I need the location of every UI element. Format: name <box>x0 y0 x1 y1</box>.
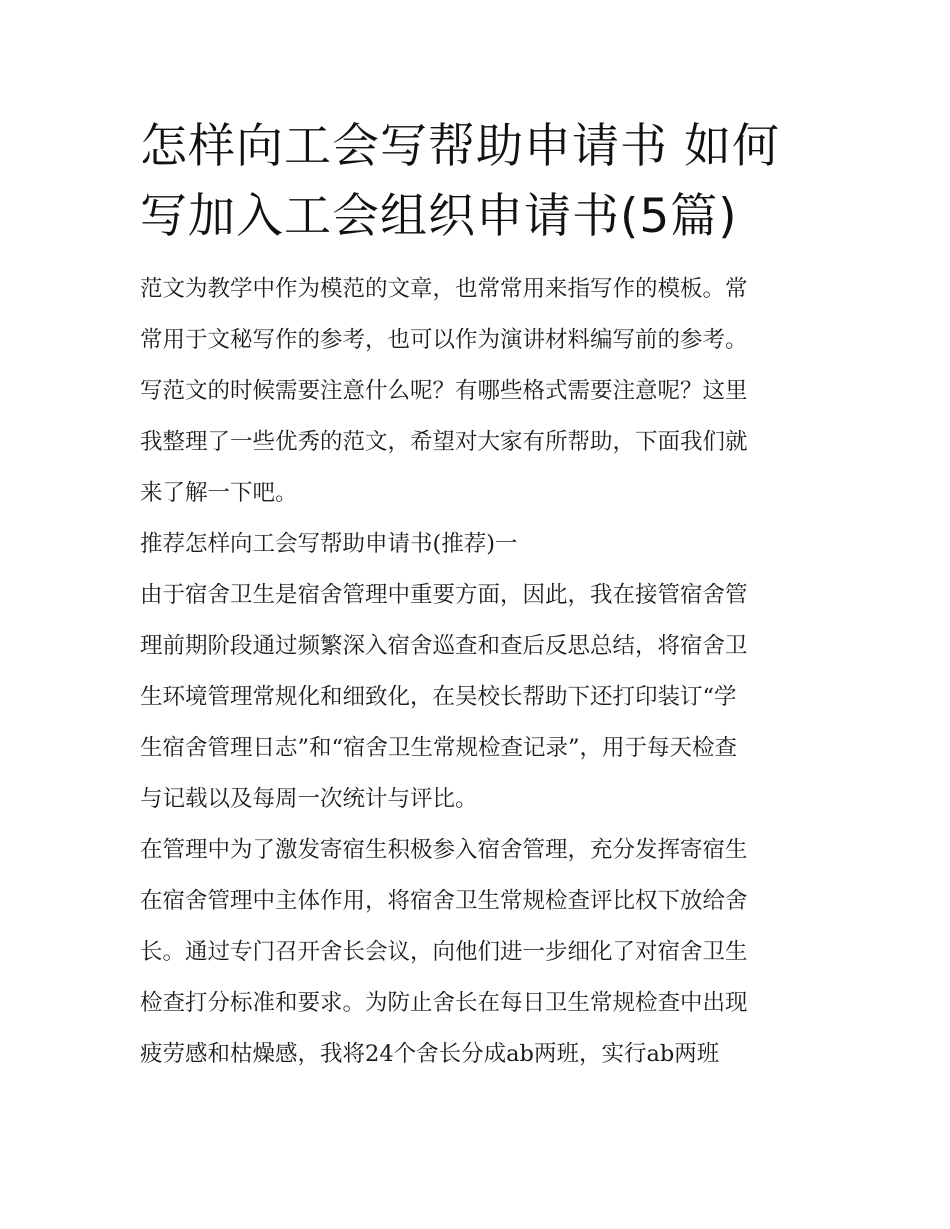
text-line: 常用于文秘写作的参考，也可以作为演讲材料编写前的参考。 <box>140 327 748 353</box>
text-line: 理前期阶段通过频繁深入宿舍巡查和查后反思总结，将宿舍卫 <box>140 633 748 659</box>
body-paragraph-dorm-leaders <box>140 825 815 1080</box>
text-line: 在管理中为了激发寄宿生积极参入宿舍管理，充分发挥寄宿生 <box>140 837 748 863</box>
text-line: 与记载以及每周一次统计与评比。 <box>140 786 478 812</box>
body-paragraph-dorm-hygiene <box>140 570 815 825</box>
text-line: 我整理了一些优秀的范文，希望对大家有所帮助，下面我们就 <box>140 429 748 455</box>
text-line: 由于宿舍卫生是宿舍管理中重要方面，因此，我在接管宿舍管 <box>140 582 748 608</box>
text-line: 疲劳感和枯燥感，我将24个舍长分成ab两班，实行ab两班 <box>140 1041 720 1067</box>
document-content <box>140 112 815 1080</box>
text-line: 来了解一下吧。 <box>140 480 298 506</box>
title-line: 怎样向工会写帮助申请书 如何 <box>140 119 780 174</box>
text-line: 写范文的时候需要注意什么呢？有哪些格式需要注意呢？这里 <box>140 378 748 404</box>
intro-paragraph <box>140 264 815 519</box>
title-line: 写加入工会组织申请书(5篇) <box>140 189 738 244</box>
page-title <box>140 112 815 252</box>
text-line: 推荐怎样向工会写帮助申请书(推荐)一 <box>140 531 518 557</box>
text-line: 在宿舍管理中主体作用，将宿舍卫生常规检查评比权下放给舍 <box>140 888 748 914</box>
document-body <box>140 264 815 1080</box>
section-heading <box>140 519 815 570</box>
text-line: 生宿舍管理日志”和“宿舍卫生常规检查记录”，用于每天检查 <box>140 735 738 761</box>
text-line: 范文为教学中作为模范的文章，也常常用来指写作的模板。常 <box>140 276 748 302</box>
text-line: 生环境管理常规化和细致化，在吴校长帮助下还打印装订“学 <box>140 684 737 710</box>
text-line: 检查打分标准和要求。为防止舍长在每日卫生常规检查中出现 <box>140 990 748 1016</box>
text-line: 长。通过专门召开舍长会议，向他们进一步细化了对宿舍卫生 <box>140 939 748 965</box>
